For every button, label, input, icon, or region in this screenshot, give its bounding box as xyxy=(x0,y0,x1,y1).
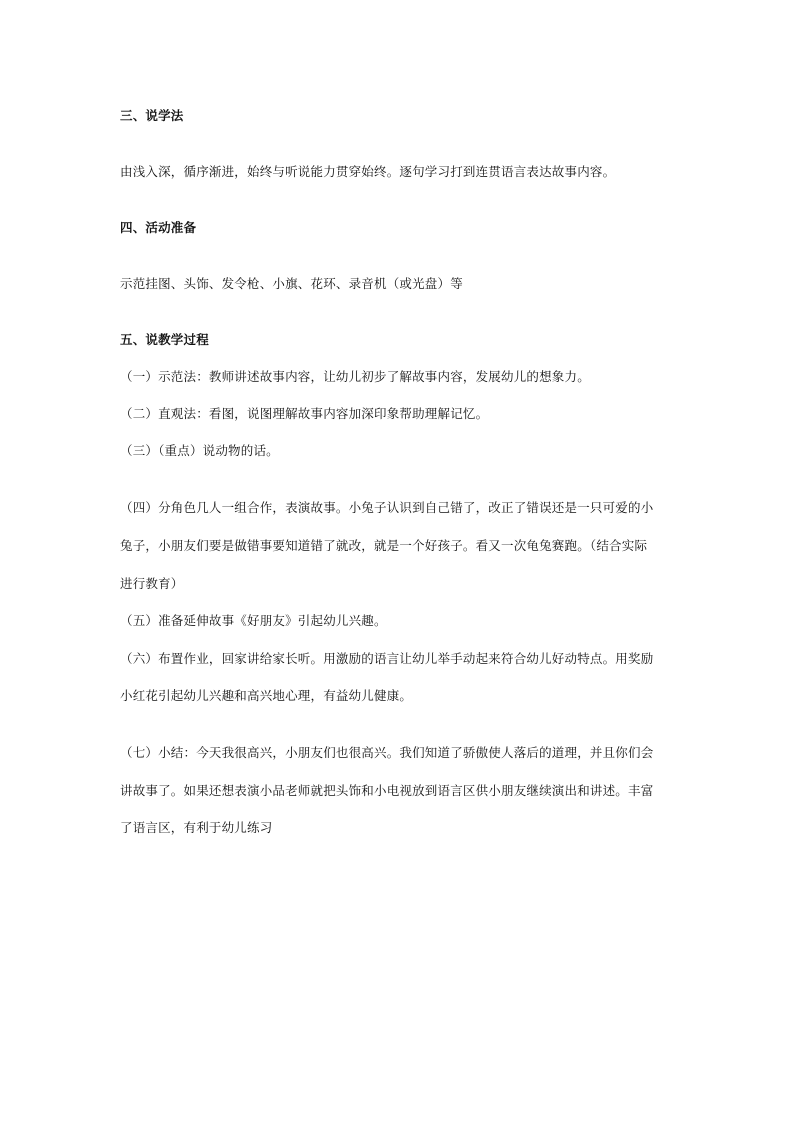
section-4-body: 示范挂图、头饰、发令枪、小旗、花环、录音机（或光盘）等 xyxy=(120,276,463,291)
step-6-line-2: 小红花引起幼儿兴趣和高兴地心理，有益幼儿健康。 xyxy=(120,688,413,703)
section-3-body: 由浅入深，循序渐进，始终与听说能力贯穿始终。逐句学习打到连贯语言表达故事内容。 xyxy=(120,164,616,179)
section-5-heading: 五、说教学过程 xyxy=(120,332,209,347)
step-7-line-2: 讲故事了。如果还想表演小品老师就把头饰和小电视放到语言区供小朋友继续演出和讲述。丰富 xyxy=(120,783,654,798)
step-7-line-1: （七）小结：今天我很高兴，小朋友们也很高兴。我们知道了骄傲使人落后的道理，并且你们会 xyxy=(120,745,654,760)
step-6-line-1: （六）布置作业，回家讲给家长听。用激励的语言让幼儿举手动起来符合幼儿好动特点。用奖励 xyxy=(120,651,654,666)
section-3-heading: 三、说学法 xyxy=(120,108,184,123)
step-4-line-3: 进行教育） xyxy=(120,576,184,591)
step-4-line-2: 兔子，小朋友们要是做错事要知道错了就改，就是一个好孩子。看又一次龟兔赛跑。（结合实际 xyxy=(120,538,648,553)
step-5: （五）准备延伸故事《好朋友》引起幼儿兴趣。 xyxy=(120,613,387,628)
step-2: （二）直观法：看图，说图理解故事内容加深印象帮助理解记忆。 xyxy=(120,406,489,421)
step-1: （一）示范法：教师讲述故事内容，让幼儿初步了解故事内容，发展幼儿的想象力。 xyxy=(120,369,590,384)
step-4-line-1: （四）分角色几人一组合作，表演故事。小兔子认识到自己错了，改正了错误还是一只可爱的小 xyxy=(120,500,654,515)
step-7-line-3: 了语言区，有利于幼儿练习 xyxy=(120,820,273,835)
section-4-heading: 四、活动准备 xyxy=(120,220,197,235)
step-3: （三）（重点）说动物的话。 xyxy=(120,443,279,458)
